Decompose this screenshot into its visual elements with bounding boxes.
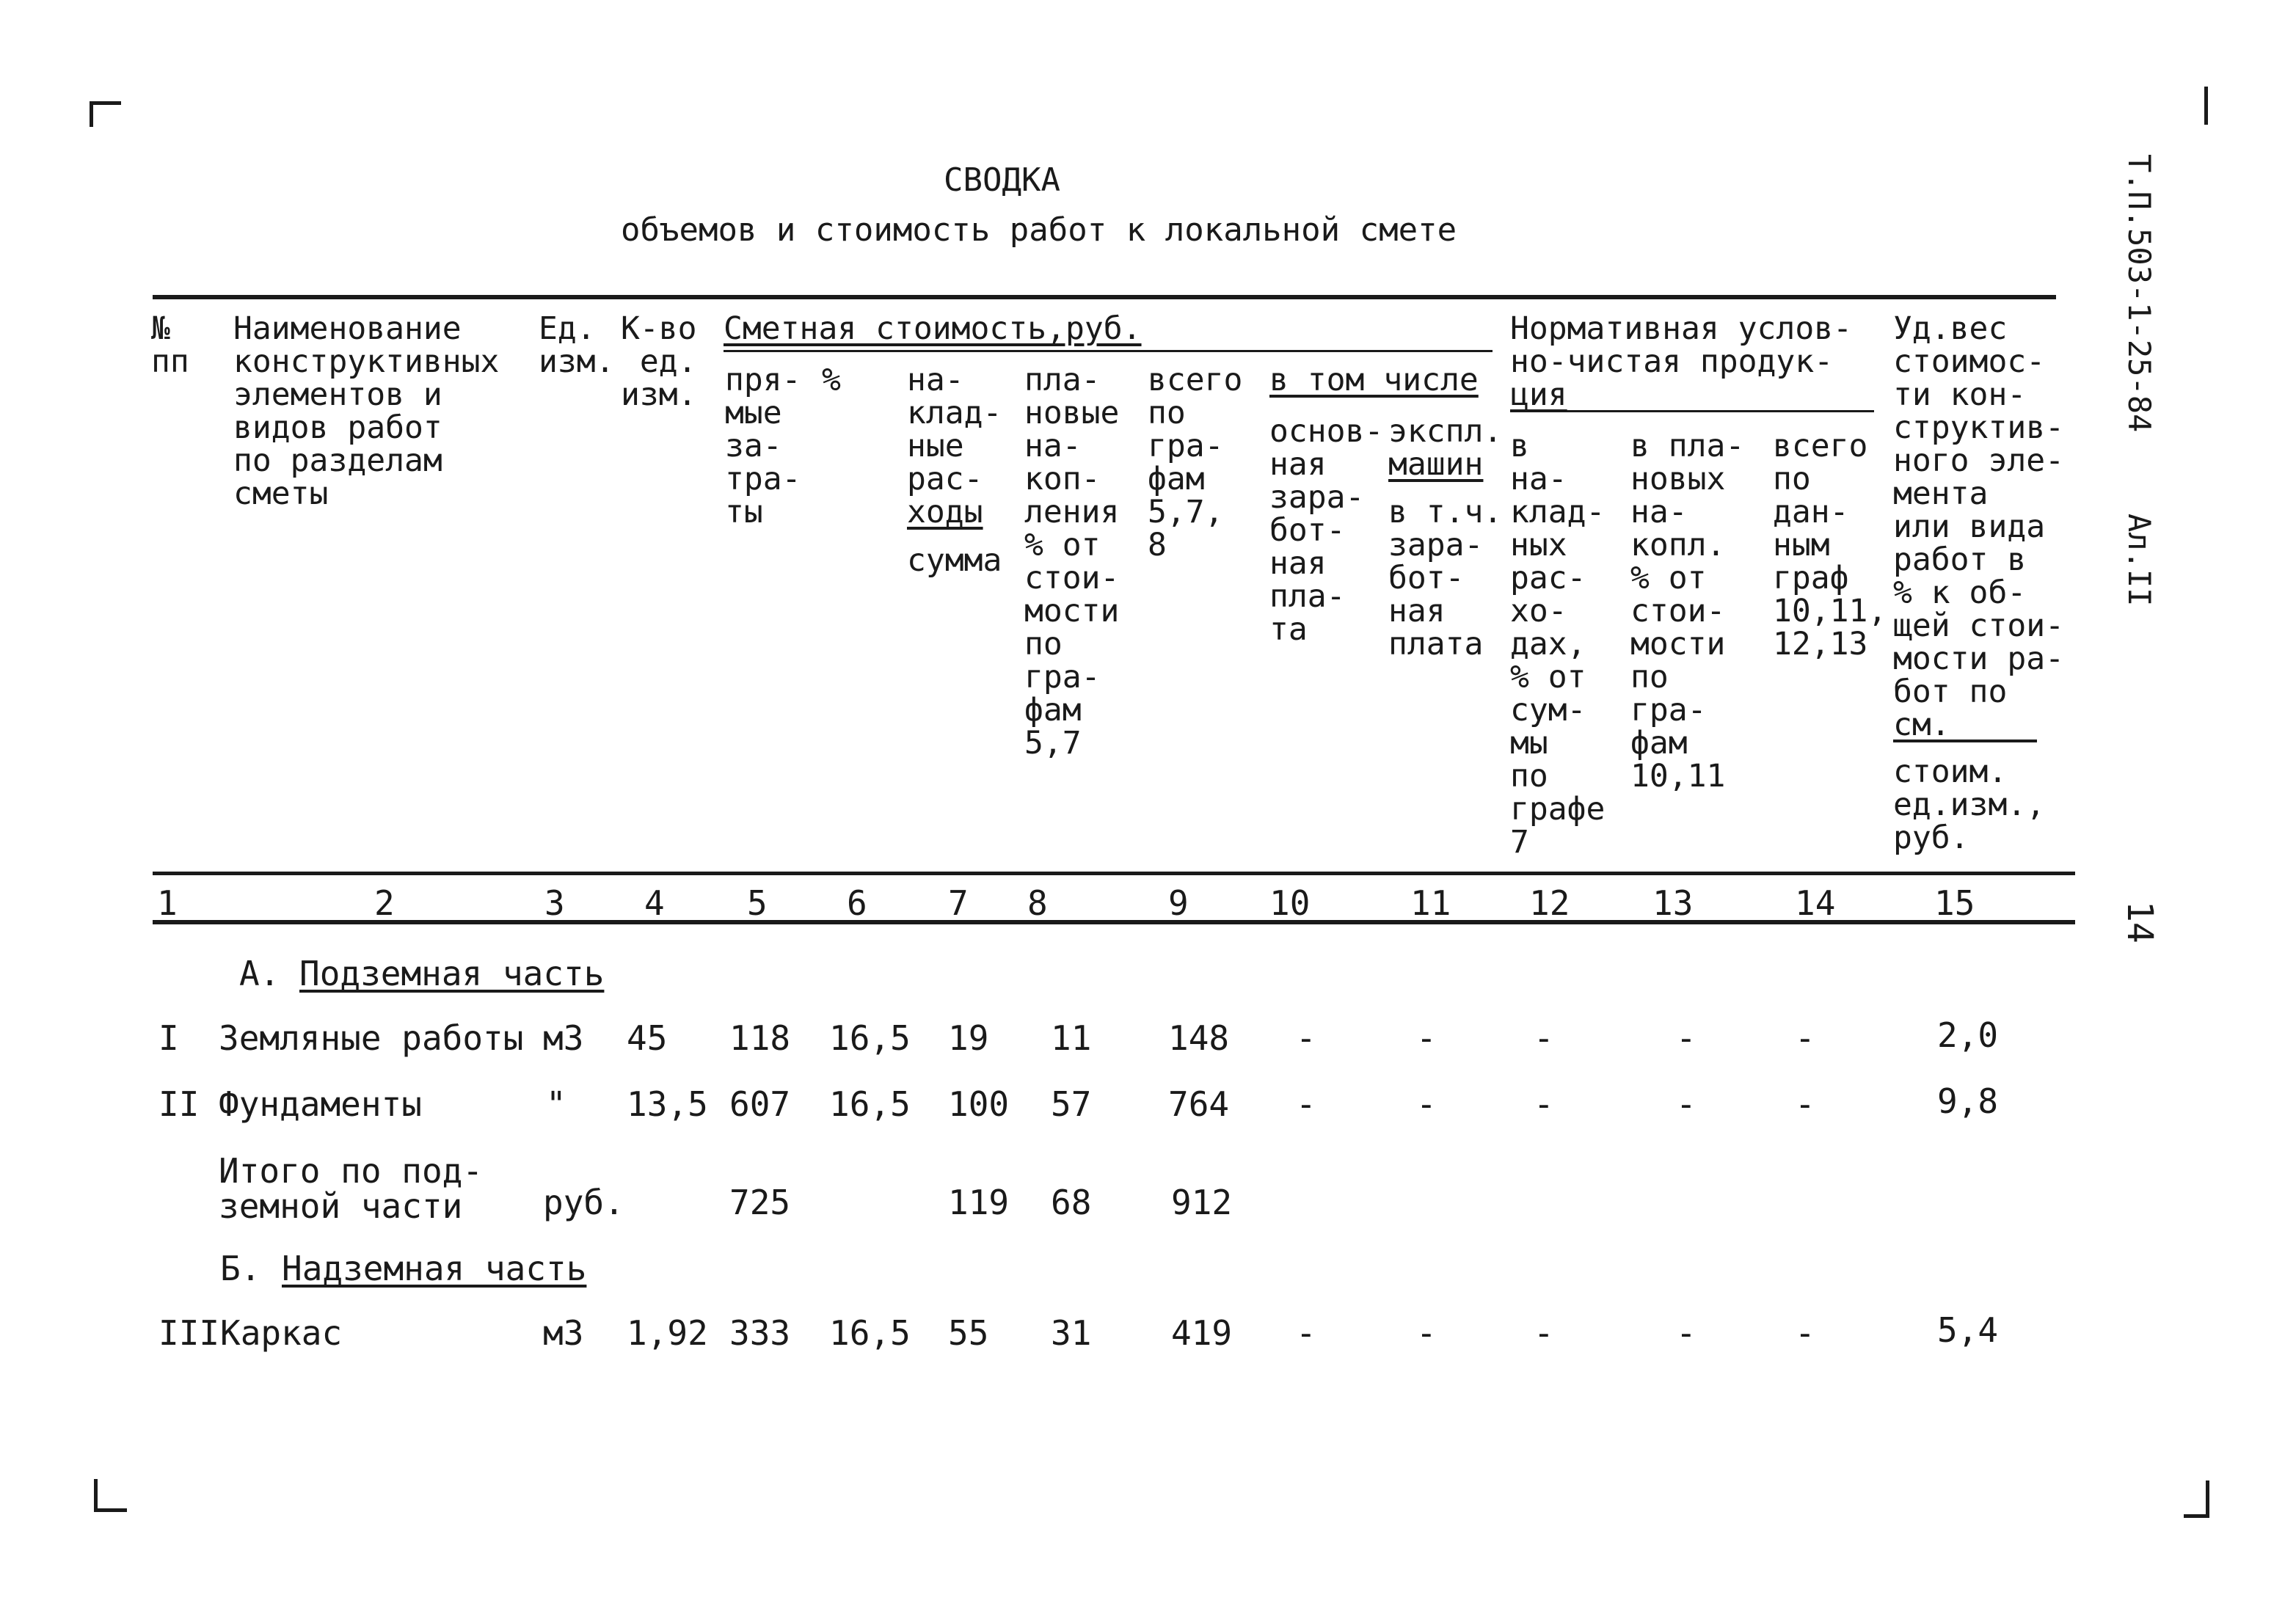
header-cost-group: Сметная стоимость,руб. — [724, 310, 1142, 347]
row-planned-savings: 11 — [1051, 1018, 1092, 1058]
header-norm-group: Нормативная услов- но-чистая продук- — [1510, 310, 1852, 380]
row-quantity: 1,92 — [627, 1313, 708, 1353]
header-overheads: на- клад- ные рас- — [907, 362, 1002, 497]
column-number: 7 — [948, 883, 969, 923]
header-overheads-underlined: ходы — [907, 494, 983, 530]
side-sheet-label: Ал.II — [2121, 514, 2157, 607]
row-in-planned-savings: - — [1676, 1084, 1697, 1124]
header-base-wages: основ- ная зара- бот- ная пла- та — [1269, 413, 1384, 648]
row-unit: " — [546, 1084, 566, 1124]
row-specific-weight: 9,8 — [1937, 1081, 1999, 1121]
row-direct-costs: 607 — [729, 1084, 791, 1124]
column-number: 8 — [1027, 883, 1048, 923]
row-norm-total: - — [1795, 1084, 1815, 1124]
row-unit: м3 — [543, 1313, 584, 1353]
row-name: Каркас — [220, 1313, 343, 1353]
section-a-letter: А. — [239, 954, 280, 993]
row-in-overheads: - — [1534, 1084, 1554, 1124]
row-overheads: 100 — [948, 1084, 1010, 1124]
header-in-planned-savings: в пла- новых на- копл. % от стои- мости по гра- фам 10,11 — [1630, 428, 1745, 795]
cost-group-rule — [724, 350, 1493, 352]
row-percent: 16,5 — [829, 1018, 911, 1058]
section-b-letter: Б. — [220, 1249, 261, 1288]
header-planned-savings: пла- новые на- коп- ления % от стои- мости по гра- фам 5,7 — [1024, 362, 1120, 762]
header-norm-group-underlined: ция — [1510, 376, 1567, 413]
column-number: 3 — [544, 883, 565, 923]
row-name: Земляные работы — [219, 1018, 524, 1058]
corner-mark-top-left — [90, 101, 121, 127]
section-b-title: Надземная часть — [282, 1249, 587, 1288]
header-specific-weight-underlined: см. — [1893, 706, 1950, 743]
header-unit-cost: стоим. ед.изм., руб. — [1893, 753, 2046, 856]
column-number: 14 — [1795, 883, 1836, 923]
header-machine-wages: в т.ч. зара- бот- ная плата — [1388, 494, 1503, 662]
row-unit: м3 — [543, 1018, 584, 1058]
row-overheads: 119 — [948, 1183, 1010, 1222]
column-number: 4 — [644, 883, 665, 923]
header-specific-weight: Уд.вес стоимос- ти кон- структив- ного эле- мента или вида работ в % к об- щей стои- мости ра- бот по — [1893, 310, 2064, 710]
row-planned-savings: 68 — [1051, 1183, 1092, 1222]
row-total: 419 — [1171, 1313, 1233, 1353]
row-planned-savings: 31 — [1051, 1313, 1092, 1353]
row-unit: руб. — [543, 1183, 624, 1222]
column-numbers-rule — [153, 920, 2075, 924]
corner-mark-bottom-right — [2184, 1480, 2209, 1518]
page-number: 14 — [2119, 901, 2160, 943]
header-number: № пп — [151, 310, 189, 380]
row-direct-costs: 333 — [729, 1313, 791, 1353]
header-total: всего по гра- фам 5,7, 8 — [1148, 362, 1243, 563]
row-base-wages: - — [1296, 1018, 1316, 1058]
row-number: III — [158, 1313, 220, 1353]
row-number: I — [158, 1018, 179, 1058]
document-subtitle: объемов и стоимость работ к локальной смете — [621, 211, 1457, 249]
row-machine-wages: - — [1416, 1313, 1437, 1353]
side-document-code: Т.П.503-1-25-84 — [2121, 154, 2157, 433]
column-number: 5 — [747, 883, 768, 923]
column-number: 1 — [157, 883, 178, 923]
row-direct-costs: 725 — [729, 1183, 791, 1222]
header-unit: Ед. изм. — [539, 310, 615, 380]
row-percent: 16,5 — [829, 1084, 911, 1124]
header-name: Наименование конструктивных элементов и видов работ по разделам сметы — [233, 310, 500, 512]
header-machines-underlined: машин — [1388, 446, 1484, 483]
row-norm-total: - — [1795, 1018, 1815, 1058]
column-number: 6 — [847, 883, 867, 923]
header-direct-costs: пря- мые за- тра- ты — [725, 362, 801, 530]
row-planned-savings: 57 — [1051, 1084, 1092, 1124]
header-percent: % — [822, 362, 841, 398]
column-number: 10 — [1269, 883, 1311, 923]
header-norm-total: всего по дан- ным граф 10,11, 12,13 — [1773, 428, 1887, 662]
row-percent: 16,5 — [829, 1313, 911, 1353]
header-quantity: К-во ед. изм. — [621, 310, 697, 413]
header-machine-operation: экспл. — [1388, 413, 1503, 450]
row-quantity: 45 — [627, 1018, 668, 1058]
row-name: Итого по под- земной части — [219, 1151, 484, 1226]
row-direct-costs: 118 — [729, 1018, 791, 1058]
row-quantity: 13,5 — [627, 1084, 708, 1124]
header-including-group: в том числе — [1269, 362, 1479, 398]
row-in-overheads: - — [1534, 1018, 1554, 1058]
table-top-rule — [153, 295, 2056, 299]
column-number: 11 — [1410, 883, 1451, 923]
section-a-title: Подземная часть — [299, 954, 605, 993]
row-norm-total: - — [1795, 1313, 1815, 1353]
corner-mark-bottom-left — [94, 1479, 127, 1512]
row-specific-weight: 5,4 — [1937, 1310, 1999, 1350]
corner-mark-top-right — [2204, 87, 2208, 125]
column-number: 12 — [1529, 883, 1570, 923]
row-total: 912 — [1171, 1183, 1233, 1222]
row-machine-wages: - — [1416, 1084, 1437, 1124]
row-in-overheads: - — [1534, 1313, 1554, 1353]
column-number: 9 — [1168, 883, 1189, 923]
row-overheads: 19 — [948, 1018, 989, 1058]
header-overheads-sum: сумма — [907, 542, 1002, 579]
row-in-planned-savings: - — [1676, 1313, 1697, 1353]
document-title: СВОДКА — [944, 161, 1060, 199]
row-specific-weight: 2,0 — [1937, 1015, 1999, 1055]
row-base-wages: - — [1296, 1313, 1316, 1353]
row-in-planned-savings: - — [1676, 1018, 1697, 1058]
row-name: Фундаменты — [219, 1084, 422, 1124]
header-in-overheads: в на- клад- ных рас- хо- дах, % от сум- мы по графе 7 — [1510, 428, 1606, 861]
column-number: 15 — [1934, 883, 1975, 923]
row-base-wages: - — [1296, 1084, 1316, 1124]
column-number: 2 — [374, 883, 395, 923]
row-number: II — [158, 1084, 200, 1124]
row-total: 148 — [1168, 1018, 1230, 1058]
row-overheads: 55 — [948, 1313, 989, 1353]
header-bottom-rule — [153, 872, 2075, 875]
row-total: 764 — [1168, 1084, 1230, 1124]
column-number: 13 — [1652, 883, 1694, 923]
row-machine-wages: - — [1416, 1018, 1437, 1058]
